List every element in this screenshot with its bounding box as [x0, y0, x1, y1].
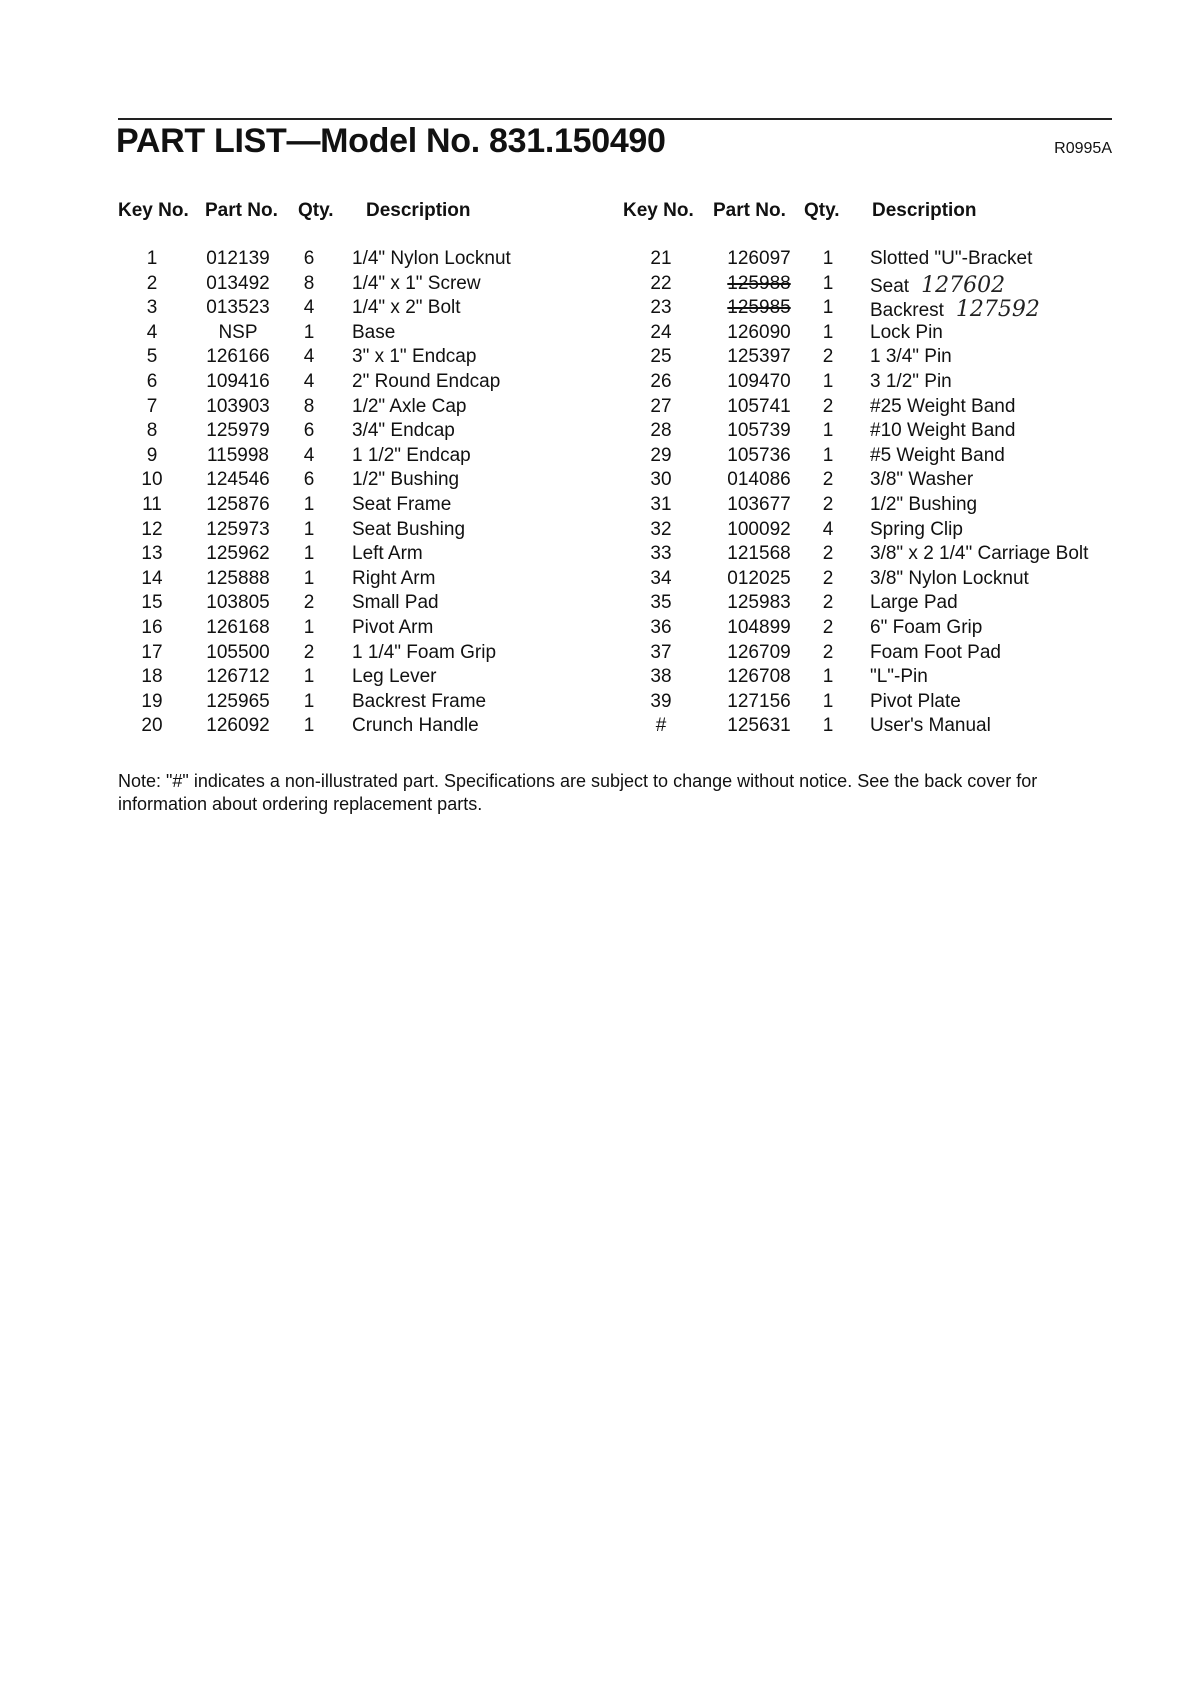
- part-no: 126709: [727, 641, 791, 663]
- qty: 4: [303, 297, 315, 319]
- part-no: 125983: [727, 592, 791, 614]
- description: Seat: [870, 275, 910, 297]
- part-no: 125888: [206, 567, 270, 589]
- qty: 1: [303, 616, 315, 638]
- qty: 2: [822, 543, 834, 565]
- qty: 6: [303, 469, 315, 491]
- qty: 2: [303, 641, 315, 663]
- description-cell: [870, 691, 961, 713]
- doc-code: R0995A: [1054, 140, 1112, 157]
- part-no: 125397: [727, 346, 791, 368]
- description-cell: [870, 248, 1032, 270]
- description: 3/4" Endcap: [352, 420, 455, 442]
- description: 1/2" Bushing: [870, 493, 978, 515]
- key-no: 23: [650, 297, 672, 319]
- key-no: 18: [141, 666, 163, 688]
- header-qty-right: Qty.: [804, 200, 840, 221]
- part-no: 126708: [727, 666, 791, 688]
- qty: 1: [303, 666, 315, 688]
- qty: 1: [303, 567, 315, 589]
- part-no: 103677: [727, 493, 791, 515]
- key-no: 1: [146, 248, 158, 269]
- description: 1/4" x 2" Bolt: [352, 297, 461, 319]
- description: Leg Lever: [352, 666, 437, 688]
- description: Left Arm: [352, 543, 423, 565]
- key-no: 11: [142, 493, 162, 515]
- description: Slotted "U"-Bracket: [870, 248, 1033, 269]
- key-no: 30: [650, 469, 672, 491]
- qty: 8: [303, 395, 315, 417]
- description-cell: [870, 715, 991, 737]
- header-part-left: Part No.: [205, 200, 278, 221]
- key-no: 39: [650, 690, 672, 712]
- description-cell: [870, 273, 1005, 298]
- description: Large Pad: [870, 592, 958, 614]
- key-no: 9: [146, 444, 158, 466]
- description: 1/4" x 1" Screw: [352, 272, 481, 294]
- key-no: 24: [650, 321, 672, 343]
- description: "L"-Pin: [870, 666, 928, 688]
- qty: 1: [822, 420, 834, 442]
- description: User's Manual: [870, 715, 991, 737]
- qty: 2: [822, 493, 834, 515]
- qty: 8: [303, 272, 315, 294]
- key-no: 16: [141, 616, 163, 638]
- qty: 1: [822, 715, 834, 737]
- part-no: 014086: [727, 469, 791, 491]
- header-desc-left: Description: [366, 200, 471, 221]
- key-no: 25: [650, 346, 672, 368]
- description: #5 Weight Band: [870, 444, 1005, 466]
- description: Pivot Plate: [870, 690, 961, 712]
- header-desc-right: Description: [872, 200, 977, 221]
- description-cell: [870, 445, 1005, 467]
- part-no: 124546: [206, 469, 270, 491]
- part-no: 125985: [727, 297, 791, 319]
- qty: 4: [303, 370, 315, 392]
- key-no: 6: [146, 370, 158, 392]
- description: Backrest: [870, 300, 944, 322]
- key-no: 15: [141, 592, 163, 614]
- description: 3 1/2" Pin: [870, 370, 952, 392]
- description-cell: [870, 519, 963, 541]
- qty: 2: [822, 567, 834, 589]
- description: 1/2" Bushing: [352, 469, 460, 491]
- key-no: 17: [141, 641, 163, 663]
- key-no: 4: [146, 321, 158, 343]
- description: Crunch Handle: [352, 715, 479, 737]
- part-no: 012025: [727, 567, 791, 589]
- key-no: 19: [141, 690, 163, 712]
- part-no: 104899: [727, 616, 791, 638]
- description-cell: [870, 371, 952, 393]
- key-no: 37: [650, 641, 672, 663]
- description-cell: [870, 568, 1029, 590]
- qty: 2: [822, 592, 834, 614]
- part-no: 125962: [206, 543, 270, 565]
- part-no: 105736: [727, 444, 791, 466]
- key-no: 32: [650, 518, 672, 540]
- description-cell: [870, 543, 1088, 565]
- description: Pivot Arm: [352, 616, 434, 638]
- key-no: 14: [141, 567, 163, 589]
- qty: 4: [822, 518, 834, 540]
- part-no: 126168: [206, 616, 270, 638]
- key-no: 38: [650, 666, 672, 688]
- description-cell: [870, 346, 952, 368]
- part-no: 125631: [727, 715, 791, 737]
- part-no: 127156: [727, 690, 791, 712]
- qty: 1: [822, 321, 834, 343]
- qty: 1: [303, 690, 315, 712]
- qty: 1: [822, 444, 834, 466]
- description: #10 Weight Band: [870, 420, 1016, 442]
- description: Spring Clip: [870, 518, 963, 540]
- key-no: 7: [146, 395, 158, 417]
- qty: 4: [303, 346, 315, 368]
- qty: 1: [303, 715, 315, 737]
- qty: 2: [822, 346, 834, 368]
- qty: 1: [822, 690, 834, 712]
- part-no: 126090: [727, 321, 791, 343]
- description: 1/4" Nylon Locknut: [352, 248, 511, 269]
- description: Foam Foot Pad: [870, 641, 1001, 663]
- description: Small Pad: [352, 592, 439, 614]
- key-no: 12: [141, 518, 163, 540]
- description: 6" Foam Grip: [870, 616, 983, 638]
- qty: 1: [303, 518, 315, 540]
- description-cell: [870, 469, 973, 491]
- description-cell: [870, 396, 1015, 418]
- qty: 6: [303, 248, 315, 269]
- qty: 1: [822, 248, 834, 269]
- key-no: 13: [141, 543, 163, 565]
- part-no: 012139: [206, 248, 270, 269]
- part-no: 125973: [206, 518, 270, 540]
- description: 3/8" x 2 1/4" Carriage Bolt: [870, 543, 1089, 565]
- qty: 4: [303, 444, 315, 466]
- key-no: 21: [650, 248, 672, 269]
- key-no: 33: [650, 543, 672, 565]
- qty: 1: [303, 493, 315, 515]
- qty: 1: [822, 370, 834, 392]
- description-cell: [870, 642, 1001, 664]
- part-no: 105739: [727, 420, 791, 442]
- title-rule: [118, 118, 1112, 120]
- key-no: 26: [650, 370, 672, 392]
- description: Base: [352, 321, 396, 343]
- part-no: 126092: [206, 715, 270, 737]
- key-no: 36: [650, 616, 672, 638]
- description: 1 3/4" Pin: [870, 346, 952, 368]
- header-qty-left: Qty.: [298, 200, 334, 221]
- key-no: 35: [650, 592, 672, 614]
- description: 1 1/2" Endcap: [352, 444, 471, 466]
- footnote: Note: "#" indicates a non-illustrated part. Specifications are subject to change without notice. See the back cover for information about ordering replacement parts.: [118, 771, 1038, 814]
- key-no: 8: [146, 420, 158, 442]
- part-no: 126097: [727, 248, 791, 269]
- part-no: 125965: [206, 690, 270, 712]
- handwritten-part-no: 127592: [955, 297, 1040, 323]
- part-no: 109416: [206, 370, 270, 392]
- header-part-right: Part No.: [713, 200, 786, 221]
- part-no: 105741: [727, 395, 791, 417]
- key-no: 2: [146, 272, 158, 294]
- description: Right Arm: [352, 567, 436, 589]
- qty: 6: [303, 420, 315, 442]
- part-no: NSP: [218, 321, 258, 343]
- part-no: 103903: [206, 395, 270, 417]
- description-cell: [870, 666, 928, 688]
- key-no: 27: [650, 395, 672, 417]
- description: 3" x 1" Endcap: [352, 346, 477, 368]
- part-no: 013492: [206, 272, 270, 294]
- description: 1/2" Axle Cap: [352, 395, 467, 417]
- description-cell: [870, 322, 943, 344]
- key-no: 5: [146, 346, 158, 368]
- description-cell: [870, 617, 982, 639]
- qty: 1: [822, 666, 834, 688]
- description-cell: [870, 494, 977, 516]
- part-no: 103805: [206, 592, 270, 614]
- description-cell: [870, 592, 958, 614]
- qty: 2: [822, 641, 834, 663]
- part-no: 125876: [206, 493, 270, 515]
- key-no: 20: [141, 715, 163, 737]
- description: 3/8" Washer: [870, 469, 974, 491]
- part-no: 115998: [207, 444, 269, 466]
- description-cell: [870, 297, 1040, 322]
- description: Seat Bushing: [352, 518, 466, 540]
- header-key-right: Key No.: [623, 200, 694, 221]
- key-no: 3: [146, 297, 158, 319]
- part-no: 109470: [727, 370, 791, 392]
- qty: 2: [822, 395, 834, 417]
- part-no: 013523: [206, 297, 270, 319]
- part-no: 125979: [206, 420, 270, 442]
- description: 2" Round Endcap: [352, 370, 501, 392]
- part-no: 126712: [206, 666, 270, 688]
- description: Lock Pin: [870, 321, 943, 343]
- key-no: 34: [650, 567, 672, 589]
- qty: 1: [822, 272, 834, 294]
- qty: 1: [822, 297, 834, 319]
- key-no: 10: [141, 469, 163, 491]
- page-title: PART LIST—Model No. 831.150490: [116, 122, 666, 160]
- qty: 2: [822, 616, 834, 638]
- key-no: #: [655, 715, 667, 737]
- description: 1 1/4" Foam Grip: [352, 641, 497, 663]
- header-key-left: Key No.: [118, 200, 189, 221]
- part-no: 100092: [727, 518, 791, 540]
- part-no: 126166: [206, 346, 270, 368]
- qty: 2: [822, 469, 834, 491]
- qty: 1: [303, 321, 315, 343]
- part-no: 121568: [727, 543, 791, 565]
- description: Backrest Frame: [352, 690, 487, 712]
- qty: 1: [303, 543, 315, 565]
- qty: 2: [303, 592, 315, 614]
- key-no: 28: [650, 420, 672, 442]
- key-no: 31: [650, 493, 672, 515]
- part-no: 125988: [727, 272, 791, 294]
- description: 3/8" Nylon Locknut: [870, 567, 1029, 589]
- part-no: 105500: [206, 641, 270, 663]
- description-cell: [870, 420, 1015, 442]
- handwritten-part-no: 127602: [921, 272, 1006, 298]
- key-no: 22: [650, 272, 672, 294]
- key-no: 29: [650, 444, 672, 466]
- description: Seat Frame: [352, 493, 452, 515]
- description: #25 Weight Band: [870, 395, 1016, 417]
